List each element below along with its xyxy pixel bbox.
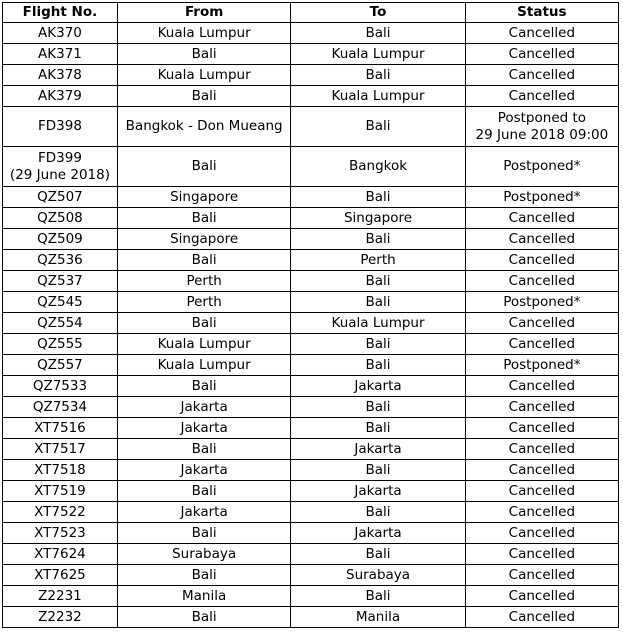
flight-number-cell: QZ555 — [3, 334, 118, 355]
table-row — [3, 229, 619, 250]
status-cell: Cancelled — [465, 250, 618, 271]
flight-number-cell: AK370 — [3, 23, 118, 44]
flight-number-cell: XT7523 — [3, 523, 118, 544]
origin-cell: Jakarta — [117, 397, 290, 418]
destination-cell: Jakarta — [291, 481, 465, 502]
status-cell: Cancelled — [465, 313, 618, 334]
status-cell: Cancelled — [465, 607, 618, 628]
origin-cell: Bali — [117, 313, 290, 334]
status-cell: Cancelled — [465, 439, 618, 460]
table-body — [3, 23, 619, 628]
destination-cell: Jakarta — [291, 376, 465, 397]
destination-cell: Bali — [291, 502, 465, 523]
status-cell: Cancelled — [465, 44, 618, 65]
table-row — [3, 44, 619, 65]
flight-number-cell: XT7518 — [3, 460, 118, 481]
table-row — [3, 313, 619, 334]
status-cell: Cancelled — [465, 397, 618, 418]
flight-number-cell: QZ509 — [3, 229, 118, 250]
table-row — [3, 355, 619, 376]
destination-cell: Bali — [291, 292, 465, 313]
flight-number-cell: QZ537 — [3, 271, 118, 292]
table-row — [3, 397, 619, 418]
destination-cell: Kuala Lumpur — [291, 44, 465, 65]
status-cell — [465, 107, 618, 147]
origin-cell: Manila — [117, 586, 290, 607]
flight-number-cell: QZ536 — [3, 250, 118, 271]
origin-cell: Jakarta — [117, 418, 290, 439]
table-row — [3, 439, 619, 460]
origin-cell: Singapore — [117, 229, 290, 250]
table-row — [3, 23, 619, 44]
destination-cell: Jakarta — [291, 439, 465, 460]
flight-number-cell: AK379 — [3, 86, 118, 107]
origin-cell: Bali — [117, 523, 290, 544]
destination-cell: Jakarta — [291, 523, 465, 544]
table-row — [3, 607, 619, 628]
table-row — [3, 147, 619, 187]
origin-cell: Bali — [117, 147, 290, 187]
destination-cell: Bali — [291, 107, 465, 147]
origin-cell: Bali — [117, 44, 290, 65]
table-row — [3, 187, 619, 208]
status-cell: Postponed* — [465, 292, 618, 313]
destination-cell: Bali — [291, 271, 465, 292]
flight-number-cell: QZ7533 — [3, 376, 118, 397]
header-row — [3, 3, 619, 23]
table-row — [3, 65, 619, 86]
status-cell: Cancelled — [465, 544, 618, 565]
flight-number-cell-line-1: FD399 — [37, 149, 82, 166]
table-row — [3, 292, 619, 313]
destination-cell: Bali — [291, 586, 465, 607]
status-cell: Cancelled — [465, 565, 618, 586]
origin-cell: Kuala Lumpur — [117, 65, 290, 86]
table-row — [3, 208, 619, 229]
status-cell: Postponed* — [465, 187, 618, 208]
origin-cell: Perth — [117, 292, 290, 313]
flight-number-cell: XT7624 — [3, 544, 118, 565]
status-cell: Cancelled — [465, 208, 618, 229]
flight-number-cell: QZ554 — [3, 313, 118, 334]
flight-number-cell: Z2231 — [3, 586, 118, 607]
table-row — [3, 523, 619, 544]
status-cell-line-1: Postponed to — [497, 109, 587, 126]
flight-status-table — [2, 2, 619, 628]
flight-number-cell: QZ557 — [3, 355, 118, 376]
origin-cell: Bali — [117, 376, 290, 397]
origin-cell: Kuala Lumpur — [117, 23, 290, 44]
destination-cell: Bali — [291, 544, 465, 565]
origin-cell: Jakarta — [117, 460, 290, 481]
flight-number-cell: FD398 — [3, 107, 118, 147]
destination-cell: Surabaya — [291, 565, 465, 586]
table-row — [3, 86, 619, 107]
flight-number-cell: QZ507 — [3, 187, 118, 208]
status-cell: Cancelled — [465, 23, 618, 44]
status-cell: Cancelled — [465, 271, 618, 292]
origin-cell: Bali — [117, 208, 290, 229]
table-row — [3, 481, 619, 502]
table-row — [3, 334, 619, 355]
origin-cell: Bali — [117, 607, 290, 628]
origin-cell: Bali — [117, 86, 290, 107]
flight-number-cell: QZ508 — [3, 208, 118, 229]
destination-cell: Bangkok — [291, 147, 465, 187]
table-header — [3, 3, 619, 23]
origin-cell: Kuala Lumpur — [117, 355, 290, 376]
status-cell: Cancelled — [465, 523, 618, 544]
table-row — [3, 107, 619, 147]
origin-cell: Bali — [117, 250, 290, 271]
flight-number-cell: XT7519 — [3, 481, 118, 502]
flight-number-cell: AK378 — [3, 65, 118, 86]
status-cell: Postponed* — [465, 147, 618, 187]
status-cell: Cancelled — [465, 481, 618, 502]
flight-number-cell: XT7516 — [3, 418, 118, 439]
status-cell: Cancelled — [465, 376, 618, 397]
destination-cell: Bali — [291, 23, 465, 44]
table-row — [3, 418, 619, 439]
header-to: To — [291, 3, 465, 23]
status-cell: Cancelled — [465, 334, 618, 355]
flight-number-cell: XT7522 — [3, 502, 118, 523]
destination-cell: Bali — [291, 229, 465, 250]
table-row — [3, 586, 619, 607]
destination-cell: Bali — [291, 460, 465, 481]
flight-number-cell-line-2: (29 June 2018) — [9, 166, 110, 183]
origin-cell: Perth — [117, 271, 290, 292]
destination-cell: Bali — [291, 397, 465, 418]
status-cell: Cancelled — [465, 418, 618, 439]
table-row — [3, 502, 619, 523]
destination-cell: Bali — [291, 355, 465, 376]
table-row — [3, 376, 619, 397]
status-cell-line-2: 29 June 2018 09:00 — [475, 126, 609, 143]
flight-number-cell: XT7517 — [3, 439, 118, 460]
destination-cell: Kuala Lumpur — [291, 86, 465, 107]
origin-cell: Jakarta — [117, 502, 290, 523]
origin-cell: Bangkok - Don Mueang — [117, 107, 290, 147]
status-cell: Postponed* — [465, 355, 618, 376]
status-cell: Cancelled — [465, 502, 618, 523]
flight-number-cell: QZ7534 — [3, 397, 118, 418]
destination-cell: Bali — [291, 187, 465, 208]
table-row — [3, 250, 619, 271]
origin-cell: Kuala Lumpur — [117, 334, 290, 355]
origin-cell: Singapore — [117, 187, 290, 208]
destination-cell: Bali — [291, 334, 465, 355]
origin-cell: Surabaya — [117, 544, 290, 565]
status-cell: Cancelled — [465, 229, 618, 250]
destination-cell: Kuala Lumpur — [291, 313, 465, 334]
status-cell: Cancelled — [465, 460, 618, 481]
status-cell: Cancelled — [465, 86, 618, 107]
origin-cell: Bali — [117, 565, 290, 586]
table-row — [3, 460, 619, 481]
flight-number-cell: QZ545 — [3, 292, 118, 313]
table-row — [3, 544, 619, 565]
flight-number-cell: XT7625 — [3, 565, 118, 586]
flight-number-cell: AK371 — [3, 44, 118, 65]
destination-cell: Singapore — [291, 208, 465, 229]
destination-cell: Bali — [291, 65, 465, 86]
destination-cell: Bali — [291, 418, 465, 439]
header-status: Status — [465, 3, 618, 23]
flight-number-cell — [3, 147, 118, 187]
status-cell: Cancelled — [465, 586, 618, 607]
destination-cell: Perth — [291, 250, 465, 271]
destination-cell: Manila — [291, 607, 465, 628]
origin-cell: Bali — [117, 439, 290, 460]
header-flight-no: Flight No. — [3, 3, 118, 23]
table-row — [3, 565, 619, 586]
header-from: From — [117, 3, 290, 23]
table-row — [3, 271, 619, 292]
origin-cell: Bali — [117, 481, 290, 502]
status-cell: Cancelled — [465, 65, 618, 86]
flight-number-cell: Z2232 — [3, 607, 118, 628]
